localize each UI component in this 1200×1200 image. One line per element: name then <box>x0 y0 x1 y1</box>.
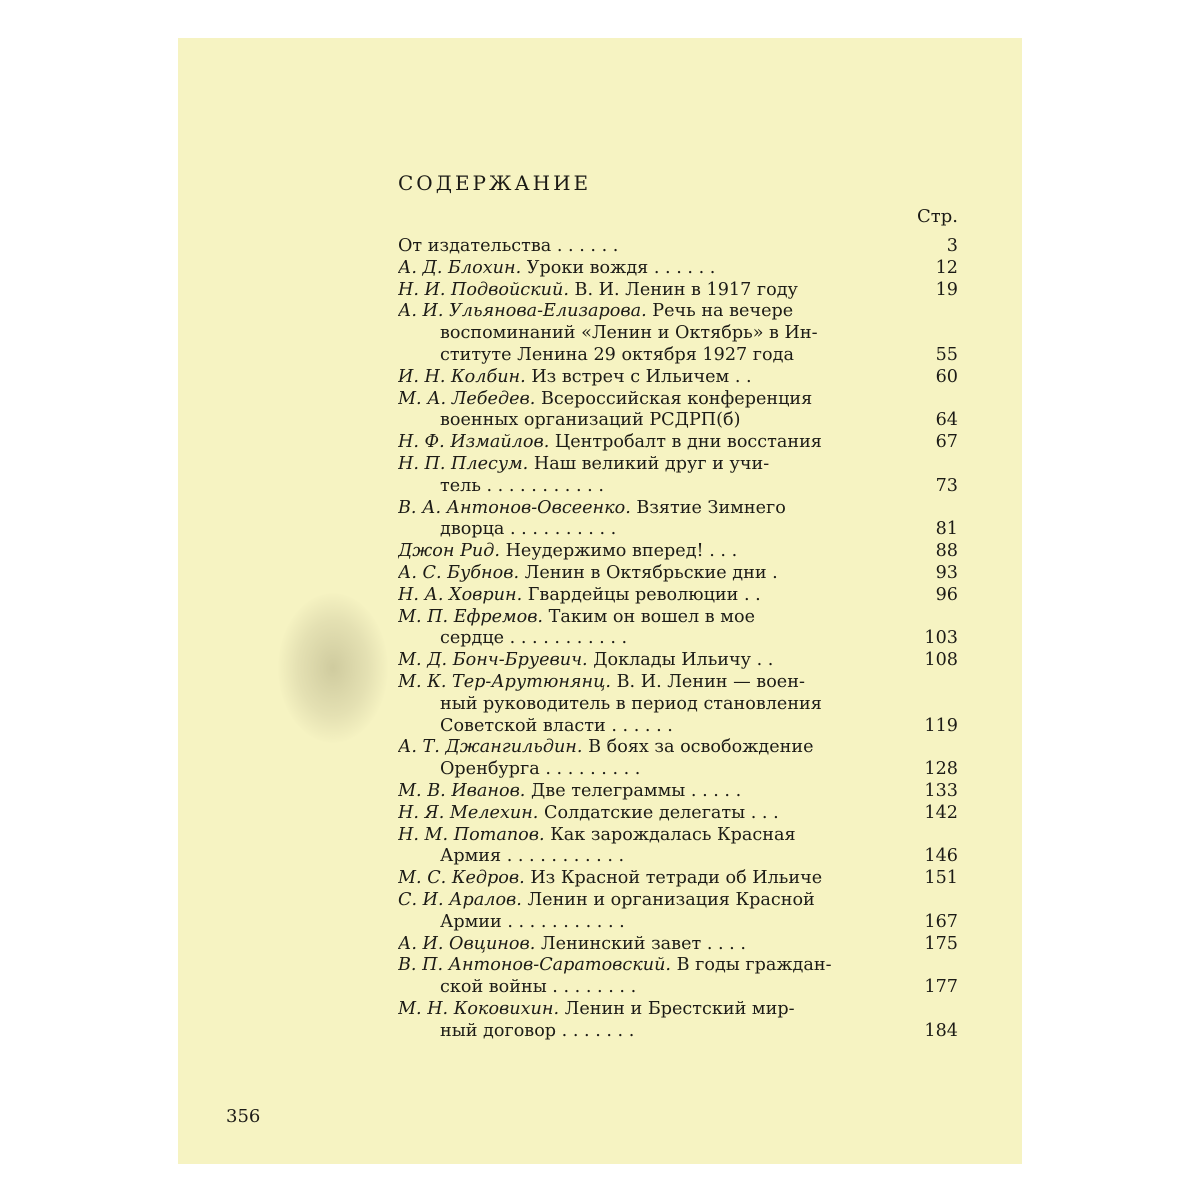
toc-entry-page: 184 <box>924 1020 958 1041</box>
toc-entry <box>398 825 958 869</box>
toc-entry-title: Взятие Зимнего <box>636 497 786 518</box>
toc-entry-line <box>398 846 910 868</box>
toc-entry-title: Две телеграммы . . . . . <box>531 780 742 801</box>
page-column-label: Стр. <box>917 206 958 227</box>
toc-entry-title: Доклады Ильичу . . <box>593 650 774 671</box>
toc-entry-author: М. Н. Коковихин. <box>398 998 560 1019</box>
toc-entry-author: В. А. Антонов-Овсеенко. <box>398 497 631 518</box>
toc-entry <box>398 258 958 280</box>
toc-entry-line <box>398 607 910 629</box>
toc-entry-line <box>398 585 910 607</box>
toc-entry-page: 73 <box>935 475 958 496</box>
toc-entry-text <box>398 367 918 389</box>
toc-entry-author: Н. И. Подвойский. <box>398 279 569 300</box>
toc-entry <box>398 541 958 563</box>
toc-entry-title: Всероссийская конференция <box>540 388 813 409</box>
toc-entry-title: В боях за освобождение <box>588 737 814 758</box>
toc-entry-text <box>398 541 918 563</box>
toc-entry-line <box>398 737 910 759</box>
toc-entry-title: Наш великий друг и учи- <box>533 453 770 474</box>
toc-entry-author: Н. Ф. Измайлов. <box>398 432 550 453</box>
toc-entry-line <box>398 934 910 956</box>
toc-entry-title: тель . . . . . . . . . . . <box>440 475 604 496</box>
toc-entry-title: Как зарождалась Красная <box>550 824 796 845</box>
toc-entry-author: И. Н. Колбин. <box>398 366 526 387</box>
toc-entry-line <box>398 301 910 323</box>
toc-entry-line <box>398 825 910 847</box>
toc-entry-title: Речь на вечере <box>652 301 794 322</box>
toc-entry <box>398 803 958 825</box>
toc-entry-title: От издательства . . . . . . <box>398 236 619 256</box>
toc-entry-author: М. Д. Бонч-Бруевич. <box>398 650 588 671</box>
toc-entry-text <box>398 650 918 672</box>
toc-entry-page: 142 <box>924 802 958 823</box>
toc-entry-author: М. П. Ефремов. <box>398 606 544 627</box>
toc-entry-page: 55 <box>935 344 958 365</box>
toc-entry-text <box>398 432 918 454</box>
toc-entry-text <box>398 737 918 781</box>
toc-entry-line <box>398 955 910 977</box>
page-stain <box>278 593 388 743</box>
toc-entry-author: С. И. Аралов. <box>398 889 522 910</box>
toc-entry-title: воспоминаний «Ленин и Октябрь» в Ин- <box>440 323 818 344</box>
toc-entry-author: Джон Рид. <box>398 541 500 562</box>
toc-entry-author: В. П. Антонов-Саратовский. <box>398 955 672 976</box>
toc-entry-page: 128 <box>924 759 958 780</box>
toc-entry-text <box>398 454 918 498</box>
toc-entry-page: 19 <box>935 279 958 300</box>
toc-entry-page: 60 <box>935 366 958 387</box>
toc-entry-author: А. Т. Джангильдин. <box>398 737 583 758</box>
toc-entry-line <box>398 694 910 716</box>
toc-entry-title: Солдатские делегаты . . . <box>544 802 779 823</box>
table-of-contents <box>398 168 958 1042</box>
toc-entry-line <box>398 541 910 563</box>
toc-entry-title: Гвардейцы революции . . <box>527 584 761 605</box>
toc-entry-line <box>398 476 910 498</box>
toc-entry-line <box>398 498 910 520</box>
toc-entry-title: Армия . . . . . . . . . . . <box>440 846 625 867</box>
toc-entry-title: Таким он вошел в мое <box>548 606 755 627</box>
toc-entry-text <box>398 607 918 651</box>
toc-entry <box>398 454 958 498</box>
page-number: 356 <box>226 1106 261 1127</box>
toc-entry <box>398 585 958 607</box>
toc-entry-title: Советской власти . . . . . . <box>440 715 673 736</box>
toc-entry <box>398 934 958 956</box>
toc-entry-line <box>398 999 910 1021</box>
toc-entry-line <box>398 716 910 738</box>
toc-entry-author: А. И. Ульянова-Елизарова. <box>398 301 647 322</box>
toc-entry <box>398 432 958 454</box>
toc-entry-title: ный руководитель в период становления <box>440 693 822 714</box>
toc-entry-title: дворца . . . . . . . . . . <box>440 519 617 540</box>
toc-entry <box>398 890 958 934</box>
toc-entry-title: Центробалт в дни восстания <box>554 432 822 453</box>
toc-entry-line <box>398 563 910 585</box>
toc-entry-title: сердце . . . . . . . . . . . <box>440 628 628 649</box>
toc-entry-title: Ленинский завет . . . . <box>540 933 746 954</box>
toc-entry-line <box>398 628 910 650</box>
toc-entry-author: Н. А. Ховрин. <box>398 584 523 605</box>
toc-entry-line <box>398 781 910 803</box>
toc-entry-title: Ленин в Октябрьские дни . <box>524 562 778 583</box>
toc-entry-title: Армии . . . . . . . . . . . <box>440 911 625 932</box>
toc-entry-line <box>398 410 910 432</box>
toc-entry-text <box>398 301 918 366</box>
toc-entry-author: М. А. Лебедев. <box>398 388 536 409</box>
toc-entry-line <box>398 367 910 389</box>
toc-entry-page: 64 <box>935 410 958 431</box>
toc-entry-line <box>398 280 910 302</box>
toc-entry-line <box>398 759 910 781</box>
toc-entry-title: Оренбурга . . . . . . . . . <box>440 759 641 780</box>
toc-entry-text <box>398 934 918 956</box>
toc-entry-author: Н. П. Плесум. <box>398 453 529 474</box>
toc-entry-author: М. К. Тер-Арутюнянц. <box>398 671 612 692</box>
toc-entry <box>398 563 958 585</box>
toc-entry-page: 175 <box>924 933 958 954</box>
toc-entry-page: 67 <box>935 432 958 453</box>
toc-entry-text <box>398 825 918 869</box>
toc-entry-text <box>398 280 918 302</box>
toc-entry-title: Уроки вождя . . . . . . <box>526 257 716 278</box>
toc-entry <box>398 737 958 781</box>
toc-entry-page: 103 <box>924 628 958 649</box>
toc-entry <box>398 367 958 389</box>
toc-entry-page: 96 <box>935 584 958 605</box>
toc-entry-text <box>398 781 918 803</box>
toc-entry-page: 177 <box>924 977 958 998</box>
toc-entry-author: А. И. Овцинов. <box>398 933 536 954</box>
toc-entry-title: ный договор . . . . . . . <box>440 1020 635 1041</box>
toc-entry <box>398 301 958 366</box>
toc-entry-line <box>398 868 910 890</box>
toc-entry-text <box>398 999 918 1043</box>
toc-entry-line <box>398 345 910 367</box>
toc-entry <box>398 781 958 803</box>
toc-entry-page: 93 <box>935 562 958 583</box>
toc-entry-text <box>398 563 918 585</box>
toc-entry-page: 3 <box>946 236 958 256</box>
toc-entry-line <box>398 977 910 999</box>
toc-entry <box>398 498 958 542</box>
toc-entry-page: 146 <box>924 846 958 867</box>
toc-entry-page: 88 <box>935 541 958 562</box>
toc-entry-title: Из Красной тетради об Ильиче <box>530 868 823 889</box>
toc-entry-line <box>398 323 910 345</box>
toc-entry <box>398 868 958 890</box>
toc-entry-text <box>398 389 918 433</box>
toc-entry-title: Ленин и Брестский мир- <box>564 998 795 1019</box>
toc-entry-text <box>398 868 918 890</box>
toc-entry-page: 108 <box>924 650 958 671</box>
toc-entry-page: 81 <box>935 519 958 540</box>
toc-entry-line <box>398 432 910 454</box>
toc-entry-title: В. И. Ленин в 1917 году <box>574 279 798 300</box>
toc-entry-text <box>398 803 918 825</box>
toc-entry <box>398 999 958 1043</box>
toc-entry-text <box>398 236 918 258</box>
toc-entry-title: В годы граждан- <box>676 955 832 976</box>
toc-entry-author: М. С. Кедров. <box>398 868 525 889</box>
toc-entry-page: 133 <box>924 780 958 801</box>
toc-entry-author: М. В. Иванов. <box>398 780 526 801</box>
toc-entry-page: 167 <box>924 911 958 932</box>
toc-entry <box>398 389 958 433</box>
toc-entry-text <box>398 585 918 607</box>
toc-entries <box>398 236 958 1042</box>
book-page <box>178 38 1022 1164</box>
toc-entry-line <box>398 650 910 672</box>
toc-entry-text <box>398 258 918 280</box>
toc-entry <box>398 955 958 999</box>
toc-entry-line <box>398 1021 910 1043</box>
toc-entry-line <box>398 454 910 476</box>
toc-entry-text <box>398 672 918 737</box>
toc-entry <box>398 672 958 737</box>
page-title: СОДЕРЖАНИЕ <box>398 171 592 195</box>
toc-entry-page: 151 <box>924 868 958 889</box>
toc-entry-line <box>398 389 910 411</box>
toc-entry-title: военных организаций РСДРП(б) <box>440 410 741 431</box>
toc-entry <box>398 280 958 302</box>
toc-entry-line <box>398 519 910 541</box>
toc-entry-line <box>398 258 910 280</box>
toc-entry <box>398 607 958 651</box>
toc-entry-author: А. Д. Блохин. <box>398 257 522 278</box>
toc-entry-line <box>398 803 910 825</box>
toc-entry-title: ституте Ленина 29 октября 1927 года <box>440 344 794 365</box>
toc-entry-page: 119 <box>924 715 958 736</box>
toc-entry-text <box>398 890 918 934</box>
toc-entry-author: Н. М. Потапов. <box>398 824 545 845</box>
toc-entry-title: ской войны . . . . . . . . <box>440 977 637 998</box>
toc-entry-line <box>398 672 910 694</box>
toc-entry-text <box>398 955 918 999</box>
toc-entry-line <box>398 912 910 934</box>
toc-entry-title: Из встреч с Ильичем . . <box>531 366 752 387</box>
toc-entry-text <box>398 498 918 542</box>
toc-entry <box>398 650 958 672</box>
toc-entry-author: А. С. Бубнов. <box>398 562 520 583</box>
toc-entry <box>398 236 958 258</box>
toc-entry-line <box>398 890 910 912</box>
toc-entry-title: Ленин и организация Красной <box>527 889 815 910</box>
toc-entry-line <box>398 236 910 258</box>
toc-entry-author: Н. Я. Мелехин. <box>398 802 539 823</box>
toc-entry-title: Неудержимо вперед! . . . <box>505 541 738 562</box>
toc-entry-page: 12 <box>935 257 958 278</box>
toc-entry-title: В. И. Ленин — воен- <box>616 671 805 692</box>
